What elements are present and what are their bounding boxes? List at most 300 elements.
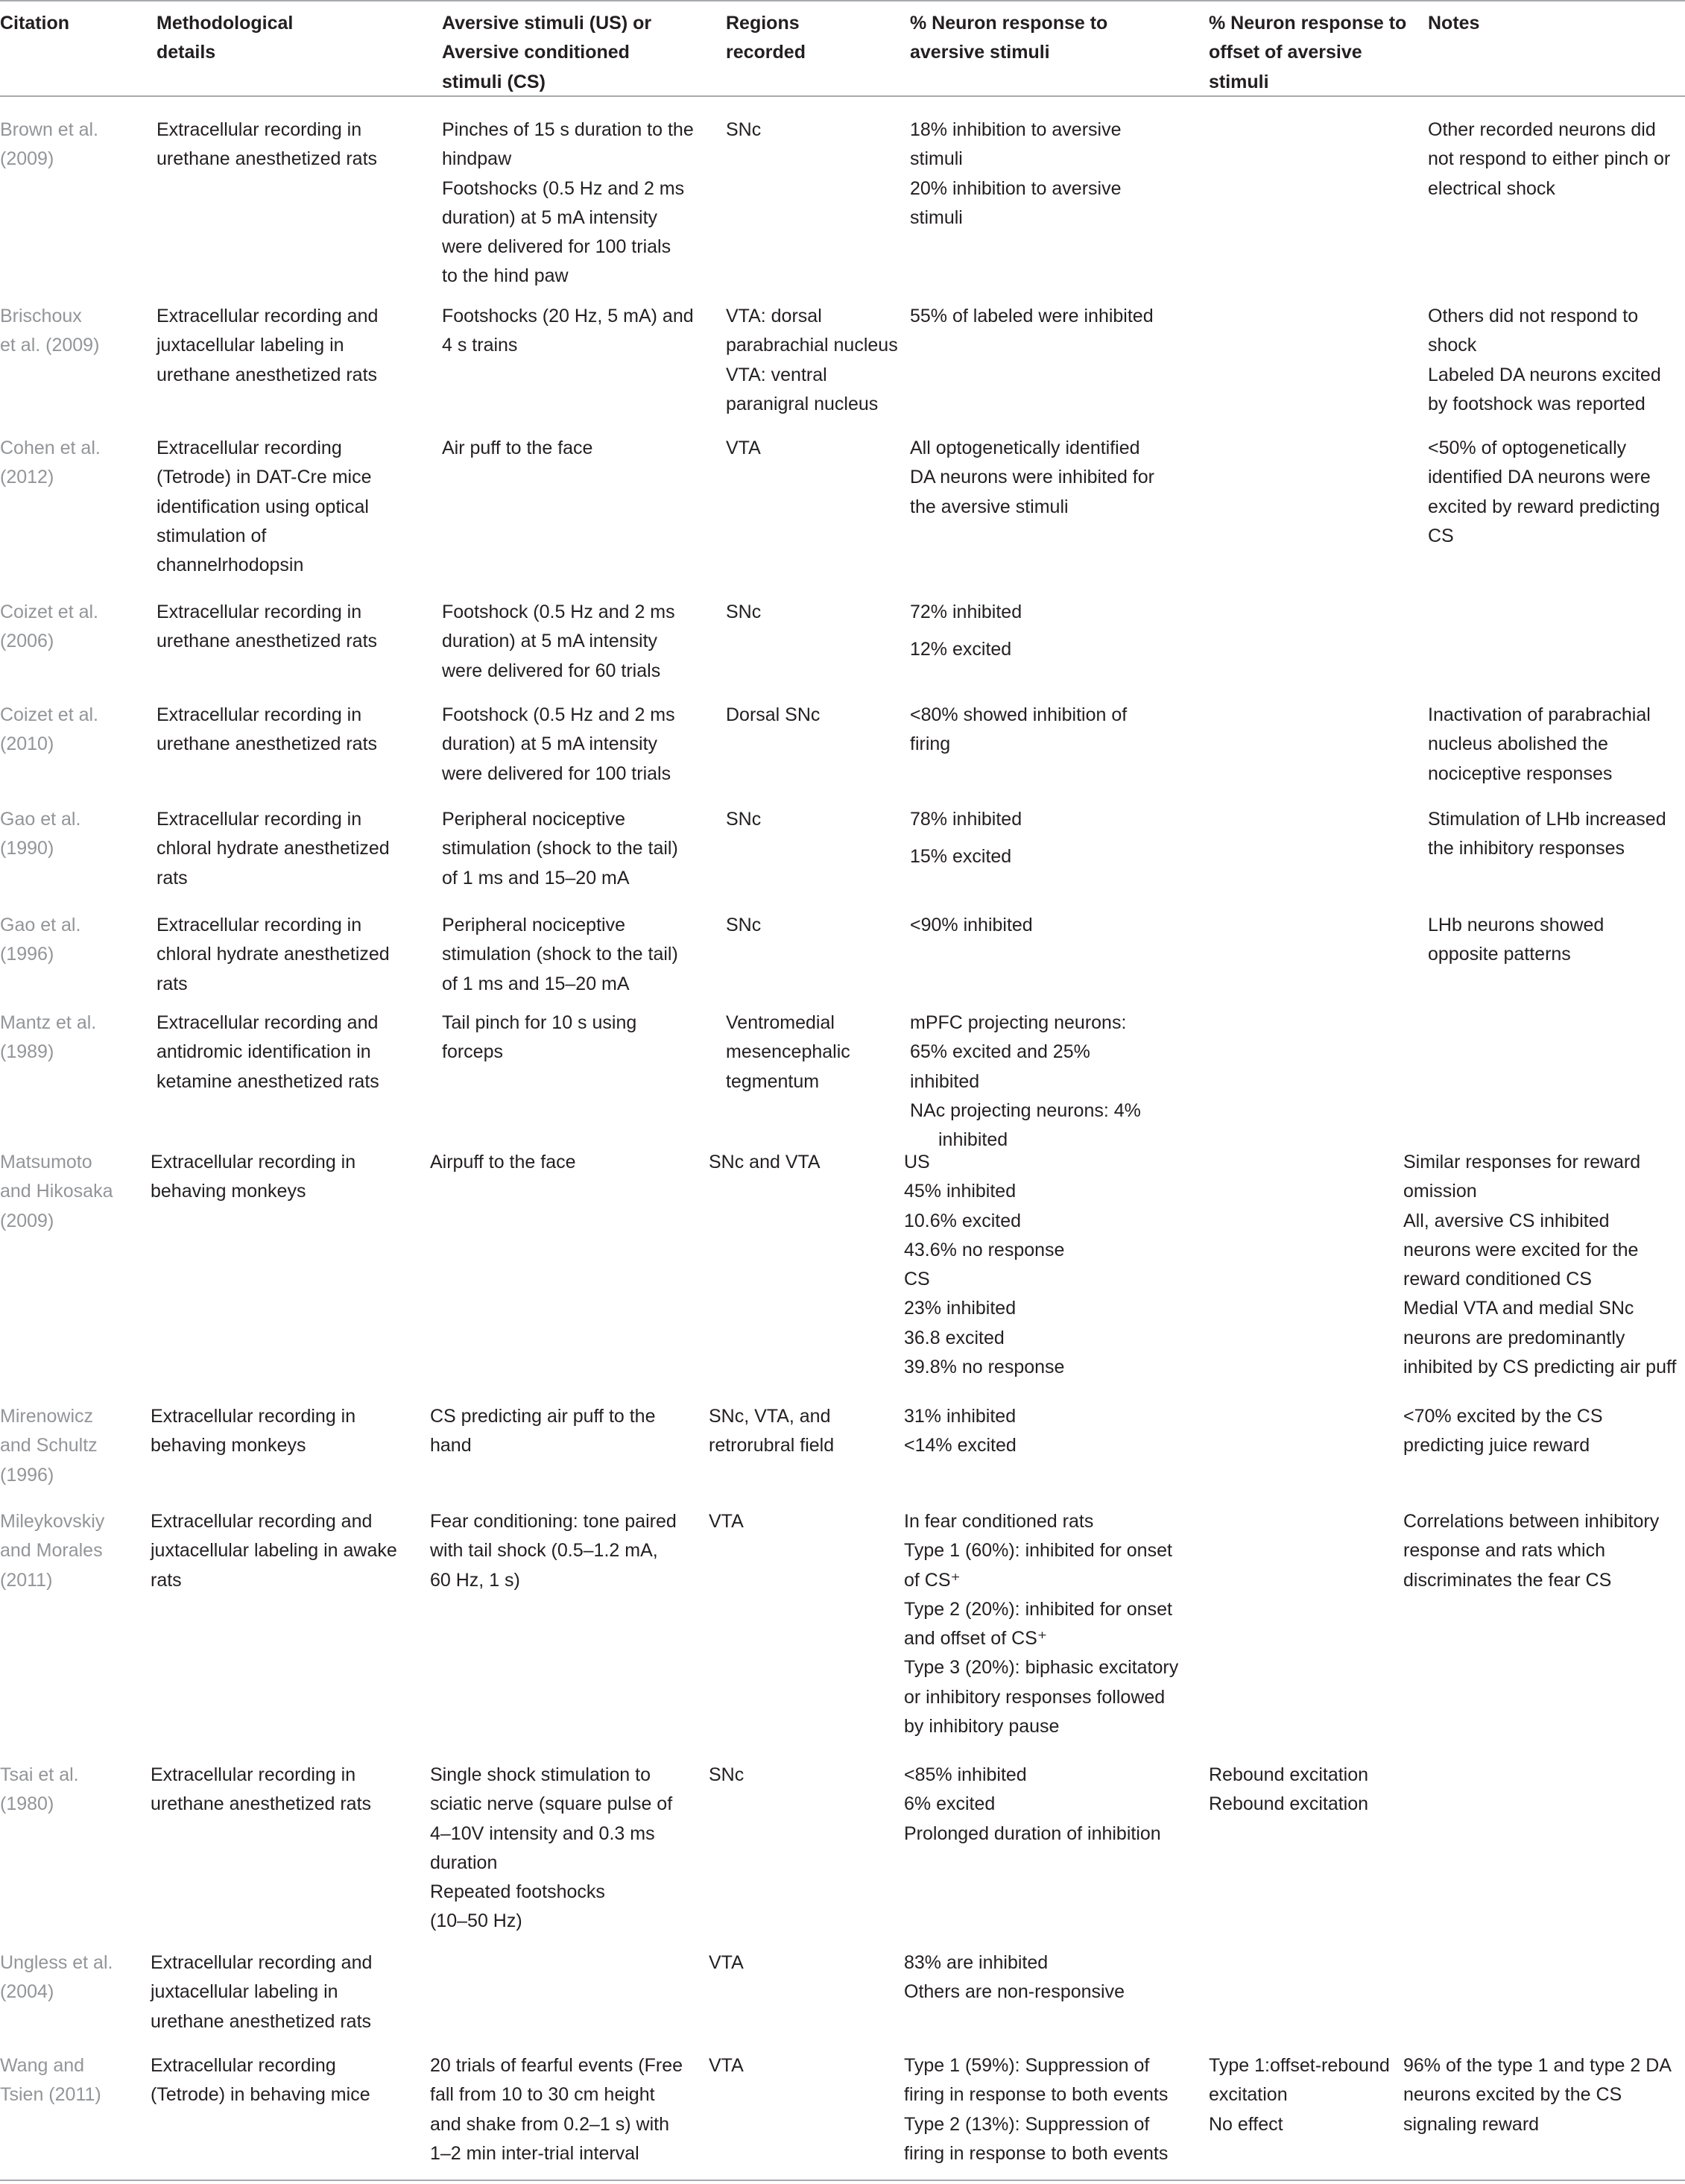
cell-line: SNc [709, 1764, 745, 1785]
cell-line: urethane anesthetized rats [151, 2010, 372, 2032]
row-12-regions [709, 1761, 899, 1790]
row-11-notes [1403, 1507, 1683, 1595]
cell-line: VTA [709, 1511, 744, 1532]
row-9-resp [904, 1148, 1195, 1382]
row-7-stimuli [442, 911, 718, 999]
cell-line: VTA: ventral [726, 364, 827, 385]
cell-line: CS predicting air puff to the [430, 1406, 656, 1427]
row-11-methods [151, 1507, 426, 1595]
cell-line: SNc, VTA, and [709, 1406, 831, 1427]
cell-line: No effect [1209, 2113, 1283, 2135]
cell-line: <50% of optogenetically [1428, 438, 1627, 458]
cell-line: Extracellular recording in [157, 915, 362, 935]
cell-line: juxtacellular labeling in awake [151, 1540, 397, 1562]
row-12-stimuli [430, 1761, 706, 1937]
cell-line: 36.8 excited [904, 1327, 1005, 1348]
cell-line: <90% inhibited [910, 915, 1033, 935]
row-11-resp [904, 1507, 1195, 1741]
cell-line: Dorsal SNc [726, 704, 821, 725]
row-3-citation [0, 434, 145, 493]
cell-line: Footshocks (20 Hz, 5 mA) and [442, 306, 694, 326]
cell-line: tegmentum [726, 1070, 820, 1092]
cell-line: (2009) [0, 148, 54, 170]
header-methods: Methodological details [157, 13, 294, 63]
cell-line: duration) at 5 mA intensity [442, 631, 658, 652]
cell-line: Cohen et al. [0, 438, 101, 458]
cell-line: urethane anesthetized rats [151, 1793, 372, 1815]
header-rule [0, 95, 1685, 97]
cell-line: Pinches of 15 s duration to the [442, 119, 694, 140]
cell-line: LHb neurons showed [1428, 915, 1605, 935]
cell-line: hand [430, 1435, 472, 1456]
cell-line: 60 Hz, 1 s) [430, 1569, 520, 1591]
cell-line: 43.6% no response [904, 1239, 1065, 1260]
cell-line: by footshock was reported [1428, 393, 1646, 414]
row-14-citation [0, 2051, 145, 2110]
cell-line: 1–2 min inter-trial interval [430, 2142, 639, 2164]
cell-line: forceps [442, 1041, 503, 1063]
cell-line: were delivered for 100 trials [442, 236, 671, 258]
cell-line: with tail shock (0.5–1.2 mA, [430, 1540, 658, 1562]
row-12-methods [151, 1761, 426, 1820]
row-6-regions [726, 805, 916, 834]
row-5-regions [726, 701, 916, 730]
cell-line: identified DA neurons were [1428, 467, 1651, 488]
row-3-regions [726, 434, 916, 463]
cell-line: Type 1:offset-rebound [1209, 2055, 1390, 2076]
row-2-citation [0, 302, 145, 361]
row-14-offset [1209, 2051, 1403, 2139]
cell-line: juxtacellular labeling in [151, 1981, 338, 2003]
row-1-resp [910, 116, 1201, 233]
row-11-stimuli [430, 1507, 706, 1595]
cell-line: Other recorded neurons did [1428, 119, 1656, 140]
cell-line: opposite patterns [1428, 944, 1571, 965]
cell-line: shock [1428, 335, 1477, 356]
cell-line: sciatic nerve (square pulse of [430, 1793, 673, 1815]
cell-line: Airpuff to the face [430, 1152, 576, 1173]
cell-line: rats [157, 973, 188, 994]
cell-line: neurons are predominantly [1403, 1327, 1625, 1348]
cell-line: All, aversive CS inhibited [1403, 1210, 1610, 1231]
row-8-citation [0, 1009, 145, 1067]
cell-line: behaving monkeys [151, 1181, 306, 1202]
cell-line: 12% excited [910, 639, 1012, 660]
cell-line: Extracellular recording and [157, 306, 379, 326]
cell-line: (2012) [0, 467, 54, 488]
row-2-resp [910, 302, 1201, 331]
cell-line: and shake from 0.2–1 s) with [430, 2113, 669, 2135]
row-5-notes [1428, 701, 1685, 789]
cell-line: Extracellular recording [151, 2055, 336, 2076]
row-3-resp [910, 434, 1201, 522]
cell-line: (1980) [0, 1793, 54, 1815]
row-1-notes [1428, 116, 1685, 203]
cell-line: Inactivation of parabrachial [1428, 704, 1651, 725]
row-13-citation [0, 1948, 145, 2007]
cell-line: Medial VTA and medial SNc [1403, 1298, 1634, 1319]
cell-line: response and rats which [1403, 1540, 1605, 1562]
row-12-citation [0, 1761, 145, 1820]
row-6-methods [157, 805, 432, 893]
header-regions: Regions recorded [726, 13, 806, 63]
row-6-citation [0, 805, 145, 864]
row-1-regions [726, 116, 916, 145]
cell-line: firing in response to both events [904, 2084, 1169, 2106]
cell-line: Mirenowicz [0, 1406, 94, 1427]
cell-line: SNc [726, 602, 762, 622]
cell-line: antidromic identification in [157, 1041, 371, 1063]
cell-line: Gao et al. [0, 915, 81, 935]
cell-line: Air puff to the face [442, 438, 593, 458]
cell-line: (1996) [0, 1464, 54, 1486]
cell-line: (1990) [0, 838, 54, 859]
cell-line: Peripheral nociceptive [442, 809, 625, 830]
cell-line: Tsai et al. [0, 1764, 79, 1785]
cell-line: 20 trials of fearful events (Free [430, 2055, 683, 2076]
cell-line: identification using optical [157, 496, 369, 517]
cell-line: (2011) [0, 1569, 53, 1591]
cell-line: paranigral nucleus [726, 393, 879, 414]
row-6-stimuli [442, 805, 718, 893]
cell-line: excitation [1209, 2084, 1288, 2106]
cell-line: by inhibitory pause [904, 1716, 1060, 1738]
cell-line: 83% are inhibited [904, 1952, 1049, 1973]
cell-line: Extracellular recording in [157, 602, 362, 622]
row-8-resp [910, 1009, 1201, 1155]
row-7-notes [1428, 911, 1685, 970]
cell-line: <80% showed inhibition of [910, 704, 1128, 725]
cell-line: VTA: dorsal [726, 306, 822, 326]
cell-line: (10–50 Hz) [430, 1910, 522, 1932]
cell-line: mesencephalic [726, 1041, 850, 1063]
row-12-offset [1209, 1761, 1403, 1820]
cell-line: of 1 ms and 15–20 mA [442, 973, 630, 994]
row-4-citation [0, 598, 145, 657]
cell-line: Coizet et al. [0, 602, 99, 622]
cell-line: (2004) [0, 1981, 54, 2003]
cell-line: 15% excited [910, 846, 1012, 868]
row-14-stimuli [430, 2051, 706, 2168]
cell-line: Rebound excitation [1209, 1793, 1369, 1815]
cell-line: discriminates the fear CS [1403, 1569, 1612, 1591]
row-2-methods [157, 302, 432, 390]
row-9-methods [151, 1148, 426, 1207]
row-9-citation [0, 1148, 145, 1236]
cell-line: Extracellular recording and [157, 1012, 379, 1033]
row-12-resp [904, 1761, 1195, 1849]
row-13-regions [709, 1948, 899, 1978]
row-14-methods [151, 2051, 426, 2110]
cell-line: 23% inhibited [904, 1298, 1017, 1319]
row-14-resp [904, 2051, 1195, 2168]
row-7-methods [157, 911, 432, 999]
cell-line: (Tetrode) in behaving mice [151, 2084, 370, 2106]
cell-line: <85% inhibited [904, 1764, 1027, 1785]
cell-line: retrorubral field [709, 1435, 835, 1456]
cell-line: stimulation of [157, 525, 267, 546]
cell-line: 65% excited and 25% [910, 1041, 1090, 1063]
row-9-notes [1403, 1148, 1683, 1382]
row-1-citation [0, 116, 145, 174]
cell-line: 78% inhibited [910, 809, 1022, 830]
cell-line: 45% inhibited [904, 1181, 1017, 1202]
table-bottom-rule [0, 2180, 1685, 2181]
header-response: % Neuron response to aversive stimuli [910, 13, 1108, 63]
cell-line: <14% excited [904, 1435, 1017, 1456]
cell-line: SNc and VTA [709, 1152, 821, 1173]
row-8-stimuli [442, 1009, 718, 1067]
cell-line: inhibited [938, 1129, 1008, 1151]
row-7-regions [726, 911, 916, 940]
row-13-methods [151, 1948, 426, 2036]
cell-line: VTA [709, 1952, 744, 1973]
cell-line: 20% inhibition to aversive [910, 177, 1122, 199]
cell-line: Peripheral nociceptive [442, 915, 625, 935]
cell-line: rats [157, 867, 188, 889]
row-11-regions [709, 1507, 899, 1536]
header-offset: % Neuron response to offset of aversive stimuli [1209, 13, 1407, 92]
row-10-citation [0, 1402, 145, 1490]
cell-line: Footshock (0.5 Hz and 2 ms [442, 602, 675, 622]
cell-line: duration) at 5 mA intensity [442, 206, 658, 228]
row-13-resp [904, 1948, 1195, 2007]
cell-line: Extracellular recording and [151, 1511, 373, 1532]
cell-line: 18% inhibition to aversive [910, 119, 1122, 140]
row-10-regions [709, 1402, 899, 1461]
cell-line: 39.8% no response [904, 1357, 1065, 1378]
row-2-regions [726, 302, 916, 419]
cell-line: Type 1 (60%): inhibited for onset [904, 1540, 1172, 1562]
cell-line: Extracellular recording in [151, 1406, 356, 1427]
cell-line: inhibited by CS predicting air puff [1403, 1357, 1677, 1378]
cell-line: Wang and [0, 2055, 85, 2076]
cell-line: Mileykovskiy [0, 1511, 105, 1532]
cell-line: of 1 ms and 15–20 mA [442, 867, 630, 889]
cell-line: channelrhodopsin [157, 555, 304, 576]
row-3-methods [157, 434, 432, 580]
cell-line: excited by reward predicting [1428, 496, 1660, 517]
cell-line: and Hikosaka [0, 1181, 113, 1202]
cell-line: (1996) [0, 944, 54, 965]
cell-line: Type 2 (13%): Suppression of [904, 2113, 1150, 2135]
cell-line: reward conditioned CS [1403, 1269, 1592, 1290]
cell-line: In fear conditioned rats [904, 1511, 1094, 1532]
cell-line: (2006) [0, 631, 54, 652]
cell-line: Ventromedial [726, 1012, 835, 1033]
cell-line: not respond to either pinch or [1428, 148, 1671, 170]
cell-line: Ungless et al. [0, 1952, 113, 1973]
row-5-stimuli [442, 701, 718, 789]
cell-line: and Morales [0, 1540, 103, 1562]
cell-line: Brown et al. [0, 119, 99, 140]
cell-line: were delivered for 60 trials [442, 660, 661, 681]
cell-line: inhibited [910, 1070, 980, 1092]
cell-line: 10.6% excited [904, 1210, 1022, 1231]
cell-line: Others did not respond to [1428, 306, 1639, 326]
row-4-resp [910, 598, 1201, 665]
cell-line: to the hind paw [442, 265, 569, 287]
cell-line: neurons excited by the CS [1403, 2084, 1622, 2106]
cell-line: 96% of the type 1 and type 2 DA [1403, 2055, 1672, 2076]
cell-line: Extracellular recording [157, 438, 342, 458]
header-notes: Notes [1428, 13, 1480, 34]
row-2-stimuli [442, 302, 718, 361]
row-9-regions [709, 1148, 899, 1177]
row-14-regions [709, 2051, 899, 2080]
cell-line: US [904, 1152, 930, 1173]
cell-line: Extracellular recording in [157, 119, 362, 140]
cell-line: duration [430, 1852, 498, 1873]
cell-line: Gao et al. [0, 809, 81, 830]
cell-line: (Tetrode) in DAT-Cre mice [157, 467, 372, 488]
cell-line: Type 2 (20%): inhibited for onset [904, 1598, 1172, 1620]
cell-line: Stimulation of LHb increased [1428, 809, 1666, 830]
cell-line: neurons were excited for the [1403, 1239, 1639, 1260]
cell-line: All optogenetically identified [910, 438, 1140, 458]
row-2-notes [1428, 302, 1685, 419]
cell-line: VTA [709, 2055, 744, 2076]
row-10-resp [904, 1402, 1195, 1461]
cell-line: Type 3 (20%): biphasic excitatory [904, 1657, 1179, 1679]
row-5-methods [157, 701, 432, 760]
cell-line: DA neurons were inhibited for [910, 467, 1154, 488]
cell-line: juxtacellular labeling in [157, 335, 344, 356]
cell-line: Extracellular recording in [151, 1764, 356, 1785]
cell-line: nociceptive responses [1428, 763, 1613, 784]
cell-line: hindpaw [442, 148, 512, 170]
row-7-citation [0, 911, 145, 970]
row-8-regions [726, 1009, 916, 1096]
cell-line: Tsien (2011) [0, 2084, 101, 2106]
cell-line: signaling reward [1403, 2113, 1540, 2135]
cell-line: firing [910, 733, 951, 755]
table-top-rule [0, 0, 1685, 1]
cell-line: SNc [726, 119, 762, 140]
cell-line: Extracellular recording and [151, 1952, 373, 1973]
cell-line: Similar responses for reward [1403, 1152, 1641, 1173]
cell-line: 55% of labeled were inhibited [910, 306, 1154, 326]
row-3-stimuli [442, 434, 718, 463]
cell-line: CS [1428, 525, 1454, 546]
header-stimuli: Aversive stimuli (US) or Aversive conditioned stimuli (CS) [442, 13, 652, 92]
cell-line: Single shock stimulation to [430, 1764, 651, 1785]
header-citation: Citation [0, 13, 70, 34]
row-5-resp [910, 701, 1201, 760]
cell-line: parabrachial nucleus [726, 335, 898, 356]
cell-line: predicting juice reward [1403, 1435, 1590, 1456]
cell-line: et al. (2009) [0, 335, 100, 356]
cell-line: Brischoux [0, 306, 82, 326]
cell-line: CS [904, 1269, 930, 1290]
cell-line: (2009) [0, 1210, 54, 1231]
row-4-stimuli [442, 598, 718, 686]
cell-line: Footshock (0.5 Hz and 2 ms [442, 704, 675, 725]
cell-line: Extracellular recording in [151, 1152, 356, 1173]
cell-line: chloral hydrate anesthetized [157, 838, 390, 859]
cell-line: (2010) [0, 733, 54, 755]
cell-line: Rebound excitation [1209, 1764, 1369, 1785]
cell-line: of CS⁺ [904, 1569, 961, 1591]
row-9-stimuli [430, 1148, 706, 1177]
cell-line: stimulation (shock to the tail) [442, 944, 678, 965]
cell-line: firing in response to both events [904, 2142, 1169, 2164]
cell-line: VTA [726, 438, 761, 458]
cell-line: stimuli [910, 206, 963, 228]
cell-line: were delivered for 100 trials [442, 763, 671, 784]
row-7-resp [910, 911, 1201, 940]
cell-line: Fear conditioning: tone paired [430, 1511, 677, 1532]
cell-line: Labeled DA neurons excited [1428, 364, 1661, 385]
row-10-notes [1403, 1402, 1683, 1461]
cell-line: 4 s trains [442, 335, 518, 356]
row-3-notes [1428, 434, 1685, 551]
cell-line: Tail pinch for 10 s using [442, 1012, 637, 1033]
cell-line: Extracellular recording in [157, 704, 362, 725]
cell-line: nucleus abolished the [1428, 733, 1608, 755]
cell-line: urethane anesthetized rats [157, 733, 378, 755]
cell-line: Matsumoto [0, 1152, 92, 1173]
row-11-citation [0, 1507, 145, 1595]
cell-line: the inhibitory responses [1428, 838, 1625, 859]
cell-line: (1989) [0, 1041, 54, 1063]
row-4-regions [726, 598, 916, 627]
cell-line: <70% excited by the CS [1403, 1406, 1603, 1427]
row-8-methods [157, 1009, 432, 1096]
cell-line: NAc projecting neurons: 4% [910, 1099, 1141, 1121]
cell-line: Others are non-responsive [904, 1981, 1125, 2003]
cell-line: fall from 10 to 30 cm height [430, 2084, 655, 2106]
cell-line: duration) at 5 mA intensity [442, 733, 658, 755]
cell-line: chloral hydrate anesthetized [157, 944, 390, 965]
cell-line: and Schultz [0, 1435, 98, 1456]
cell-line: SNc [726, 809, 762, 830]
cell-line: urethane anesthetized rats [157, 364, 378, 385]
cell-line: urethane anesthetized rats [157, 631, 378, 652]
cell-line: 72% inhibited [910, 602, 1022, 622]
cell-line: and offset of CS⁺ [904, 1628, 1048, 1650]
cell-line: ketamine anesthetized rats [157, 1070, 379, 1092]
cell-line: behaving monkeys [151, 1435, 306, 1456]
cell-line: electrical shock [1428, 177, 1555, 199]
cell-line: 31% inhibited [904, 1406, 1017, 1427]
cell-line: 4–10V intensity and 0.3 ms [430, 1822, 655, 1844]
cell-line: stimuli [910, 148, 963, 170]
cell-line: mPFC projecting neurons: [910, 1012, 1127, 1033]
cell-line: Type 1 (59%): Suppression of [904, 2055, 1150, 2076]
row-10-methods [151, 1402, 426, 1461]
cell-line: omission [1403, 1181, 1477, 1202]
cell-line: Prolonged duration of inhibition [904, 1822, 1161, 1844]
cell-line: urethane anesthetized rats [157, 148, 378, 170]
cell-line: rats [151, 1569, 182, 1591]
row-1-methods [157, 116, 432, 174]
cell-line: Coizet et al. [0, 704, 99, 725]
row-6-resp [910, 805, 1201, 872]
row-6-notes [1428, 805, 1685, 864]
row-10-stimuli [430, 1402, 706, 1461]
row-1-stimuli [442, 116, 718, 291]
row-14-notes [1403, 2051, 1683, 2139]
cell-line: Extracellular recording in [157, 809, 362, 830]
cell-line: stimulation (shock to the tail) [442, 838, 678, 859]
cell-line: SNc [726, 915, 762, 935]
cell-line: or inhibitory responses followed [904, 1686, 1166, 1708]
cell-line: Correlations between inhibitory [1403, 1511, 1660, 1532]
row-4-methods [157, 598, 432, 657]
cell-line: the aversive stimuli [910, 496, 1069, 517]
cell-line: Mantz et al. [0, 1012, 97, 1033]
